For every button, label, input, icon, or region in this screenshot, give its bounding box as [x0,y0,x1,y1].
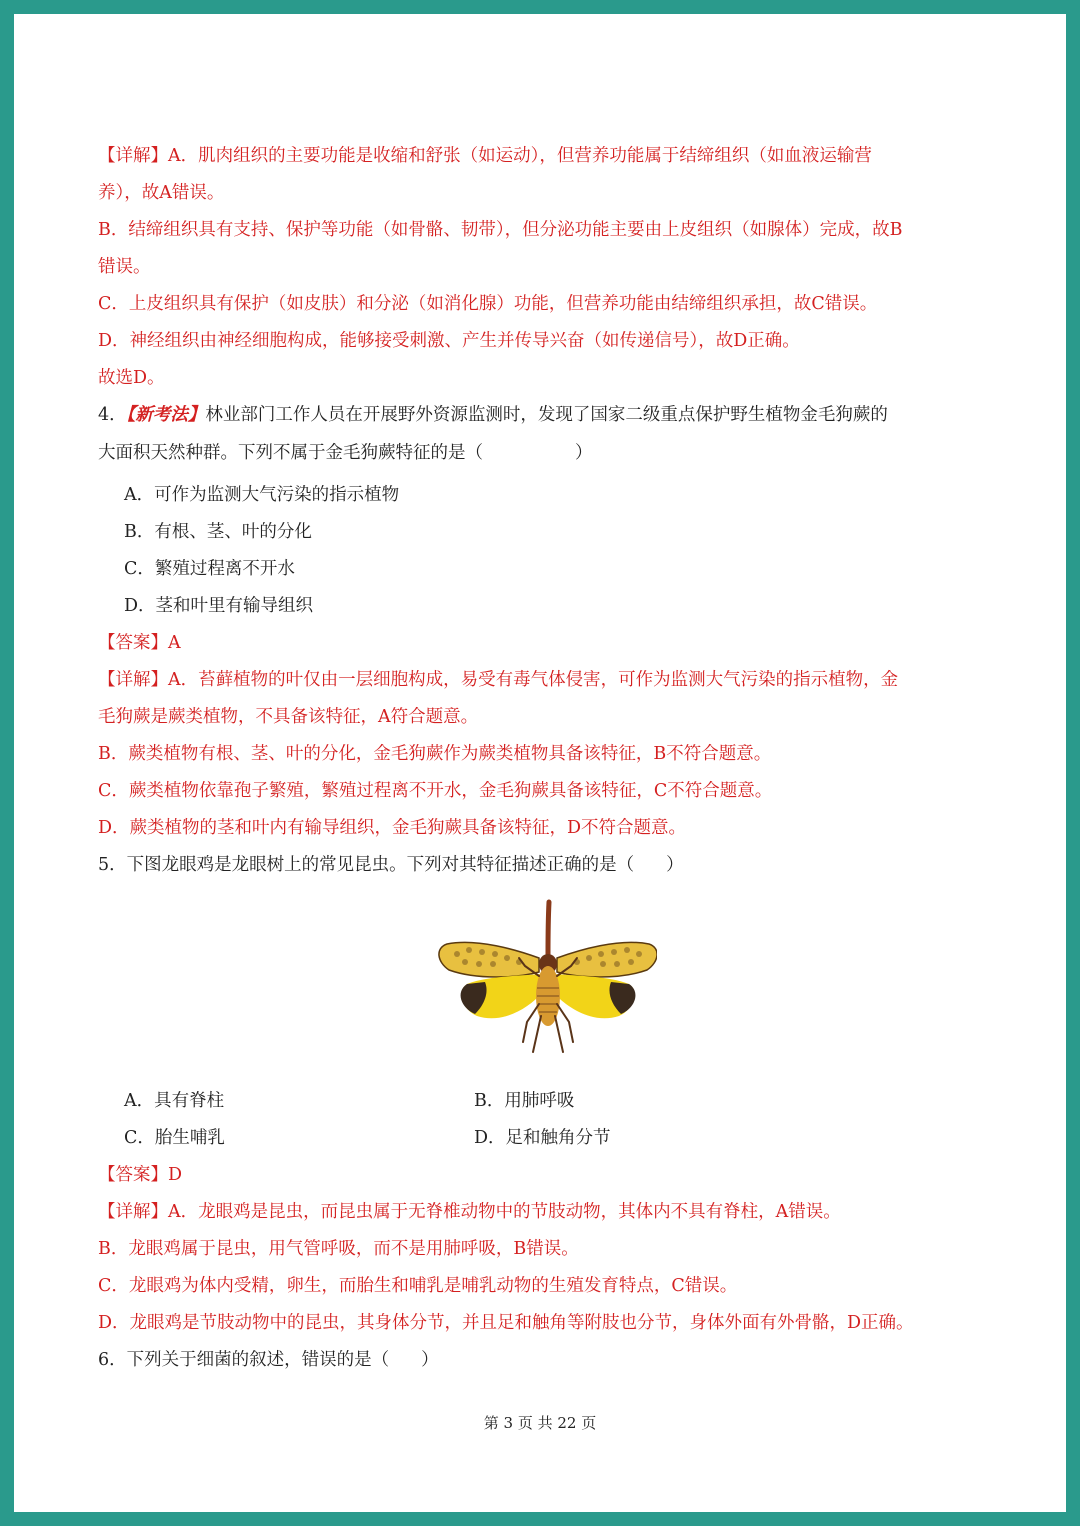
q6-number: 6． [98,1350,127,1370]
q4-detail-line-1: 【详解】A．苔藓植物的叶仅由一层细胞构成，易受有毒气体侵害，可作为监测大气污染的指示植物，金 [98,670,899,690]
q3-detail-line-4: 错误。 [98,257,151,277]
q5-answer: 【答案】D [98,1165,183,1185]
q4-detail-line-2: 毛狗蕨是蕨类植物，不具备该特征，A符合题意。 [98,707,479,727]
q4-stem-line-1: 4．【新考法】林业部门工作人员在开展野外资源监测时，发现了国家二级重点保护野生植物金毛狗蕨的 [98,405,888,425]
q5-option-c: C．胎生哺乳 [124,1128,225,1148]
q6-stem: 6．下列关于细菌的叙述，错误的是（ ） [98,1350,439,1370]
q4-option-b: B．有根、茎、叶的分化 [124,522,312,542]
page-number-footer: 第 3 页 共 22 页 [483,1414,597,1432]
q3-detail-line-3: B．结缔组织具有支持、保护等功能（如骨骼、韧带），但分泌功能主要由上皮组织（如腺体）完成，故B [98,220,903,240]
q5-option-b: B．用肺呼吸 [474,1091,575,1111]
document-page [14,14,1066,1512]
q4-detail-line-3: B．蕨类植物有根、茎、叶的分化，金毛狗蕨作为蕨类植物具备该特征，B不符合题意。 [98,744,772,764]
q4-stem-line-2: 大面积天然种群。下列不属于金毛狗蕨特征的是（ ） [98,443,593,463]
q4-answer: 【答案】A [98,633,181,653]
q4-detail-line-4: C．蕨类植物依靠孢子繁殖，繁殖过程离不开水，金毛狗蕨具备该特征，C不符合题意。 [98,781,773,801]
q4-option-a: A．可作为监测大气污染的指示植物 [124,485,400,505]
q5-stem: 5．下图龙眼鸡是龙眼树上的常见昆虫。下列对其特征描述正确的是（ ） [98,855,684,875]
q4-number: 4． [98,405,127,425]
q3-detail-line-6: D．神经组织由神经细胞构成，能够接受刺激、产生并传导兴奋（如传递信号），故D正确。 [98,331,800,351]
q3-detail-line-2: 养），故A错误。 [98,183,225,203]
q5-detail-line-2: B．龙眼鸡属于昆虫，用气管呼吸，而不是用肺呼吸，B错误。 [98,1239,579,1259]
q4-option-d: D．茎和叶里有输导组织 [124,596,314,616]
q5-detail-line-1: 【详解】A．龙眼鸡是昆虫，而昆虫属于无脊椎动物中的节肢动物，其体内不具有脊柱，A错误。 [98,1202,841,1222]
q4-detail-line-5: D．蕨类植物的茎和叶内有输导组织，金毛狗蕨具备该特征，D不符合题意。 [98,818,687,838]
q3-detail-line-1: 【详解】A．肌肉组织的主要功能是收缩和舒张（如运动），但营养功能属于结缔组织（如血液运输营 [98,146,872,166]
q5-detail-line-4: D．龙眼鸡是节肢动物中的昆虫，其身体分节，并且足和触角等附肢也分节，身体外面有外骨骼，D正确。 [98,1313,914,1333]
q3-detail-line-5: C．上皮组织具有保护（如皮肤）和分泌（如消化腺）功能，但营养功能由结缔组织承担，故C错误。 [98,294,878,314]
q5-option-a: A．具有脊柱 [124,1091,225,1111]
q5-number: 5． [98,855,127,875]
q3-detail-tag: 【详解】 [98,146,168,166]
q3-detail-line-7: 故选D。 [98,368,165,388]
lantern-bug-image [427,892,657,1054]
q5-detail-line-3: C．龙眼鸡为体内受精，卵生，而胎生和哺乳是哺乳动物的生殖发育特点，C错误。 [98,1276,738,1296]
q4-option-c: C．繁殖过程离不开水 [124,559,295,579]
q4-new-tag: 【新考法】 [126,405,206,425]
q5-option-d: D．足和触角分节 [474,1128,611,1148]
